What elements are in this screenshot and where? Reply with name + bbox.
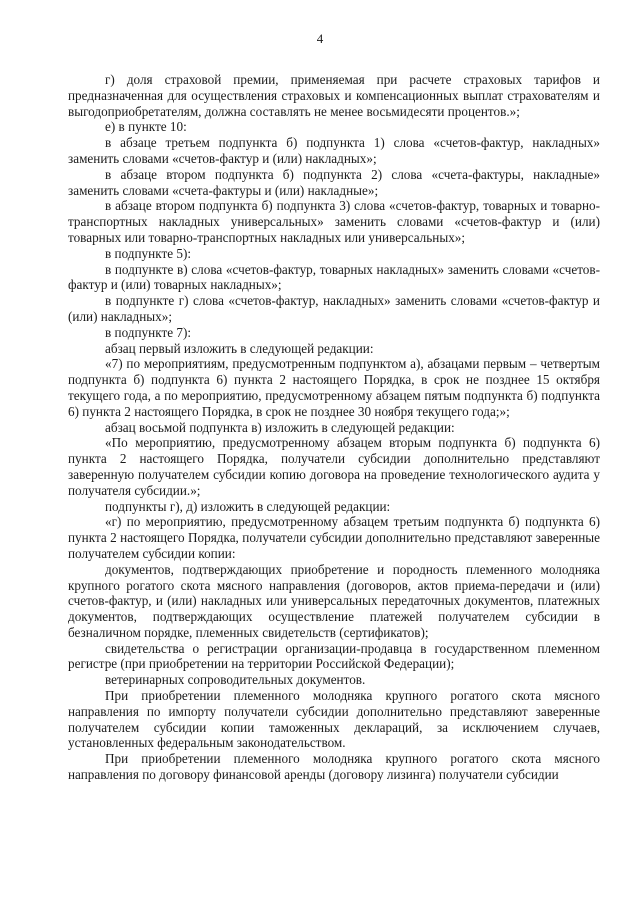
paragraph: в абзаце втором подпункта б) подпункта 3) слова «счетов-фактур, товарных и товарно-транспортных накладных универсальных» заменить словами «счетов-фактур и (или) товарных или товарно-транспортных накладных или универсальных»;	[68, 198, 600, 245]
paragraph: «7) по мероприятиям, предусмотренным подпунктом а), абзацами первым – четвертым подпункта б) подпункта 6) пункта 2 настоящего Порядка, в срок не позднее 15 октября текущего года, а по мероприятию, предусмотренному абзацем пятым подпункта б) подпункта 6) пункта 2 настоящего Порядка, в срок не позднее 30 ноября текущего года;»;	[68, 356, 600, 419]
paragraph: в абзаце втором подпункта б) подпункта 2) слова «счета-фактуры, накладные» заменить словами «счета-фактуры и (или) накладные»;	[68, 166, 600, 198]
paragraph: свидетельства о регистрации организации-продавца в государственном племенном регистре (при приобретении на территории Российской Федерации);	[68, 640, 600, 672]
paragraph: абзац первый изложить в следующей редакции:	[105, 340, 374, 356]
paragraph: е) в пункте 10:	[105, 119, 187, 135]
paragraph: подпункты г), д) изложить в следующей редакции:	[105, 498, 391, 514]
paragraph: абзац восьмой подпункта в) изложить в следующей редакции:	[105, 419, 455, 435]
paragraph: в подпункте 7):	[105, 324, 192, 340]
paragraph: в подпункте в) слова «счетов-фактур, товарных накладных» заменить словами «счетов-фактур и (или) товарных накладных»;	[68, 261, 600, 293]
paragraph: документов, подтверждающих приобретение и породность племенного молодняка крупного рогатого скота мясного направления (договоров, актов приема-передачи и (или) счетов-фактур, и (или) накладных или универсальных передаточных документов, платежных документов, подтверждающих осуществление платежей получателем субсидии в безналичном порядке, племенных свидетельств (сертификатов);	[68, 561, 600, 640]
paragraph: в абзаце третьем подпункта б) подпункта 1) слова «счетов-фактур, накладных» заменить словами «счетов-фактур и (или) накладных»;	[68, 135, 600, 166]
paragraph: При приобретении племенного молодняка крупного рогатого скота мясного направления по импорту получатели субсидии дополнительно представляют заверенные получателем субсидии копии таможенных деклараций, за исключением случаев, установленных федеральным законодательством.	[68, 688, 600, 751]
paragraph: в подпункте г) слова «счетов-фактур, накладных» заменить словами «счетов-фактур и (или) накладных»;	[68, 293, 600, 324]
page-number: 4	[316, 31, 324, 46]
paragraph: ветеринарных сопроводительных документов.	[105, 672, 366, 688]
paragraph: в подпункте 5):	[105, 245, 192, 261]
paragraph: «г) по мероприятию, предусмотренному абзацем третьим подпункта б) подпункта 6) пункта 2 настоящего Порядка, получатели субсидии дополнительно представляют заверенные получателем субсидии копии:	[68, 514, 600, 561]
paragraph: «По мероприятию, предусмотренному абзацем вторым подпункта б) подпункта 6) пункта 2 настоящего Порядка, получатели субсидии дополнительно представляют заверенную получателем субсидии копию договора на проведение технологического аудита у получателя субсидии.»;	[68, 435, 600, 498]
paragraph: При приобретении племенного молодняка крупного рогатого скота мясного направления по договору финансовой аренды (договору лизинга) получатели субсидии	[68, 751, 600, 783]
paragraph: г) доля страховой премии, применяемая при расчете страховых тарифов и предназначенная для осуществления страховых и компенсационных выплат страхователям и выгодоприобретателям, должна составлять не менее восьмидесяти процентов.»;	[68, 72, 600, 119]
document-body	[68, 72, 600, 783]
